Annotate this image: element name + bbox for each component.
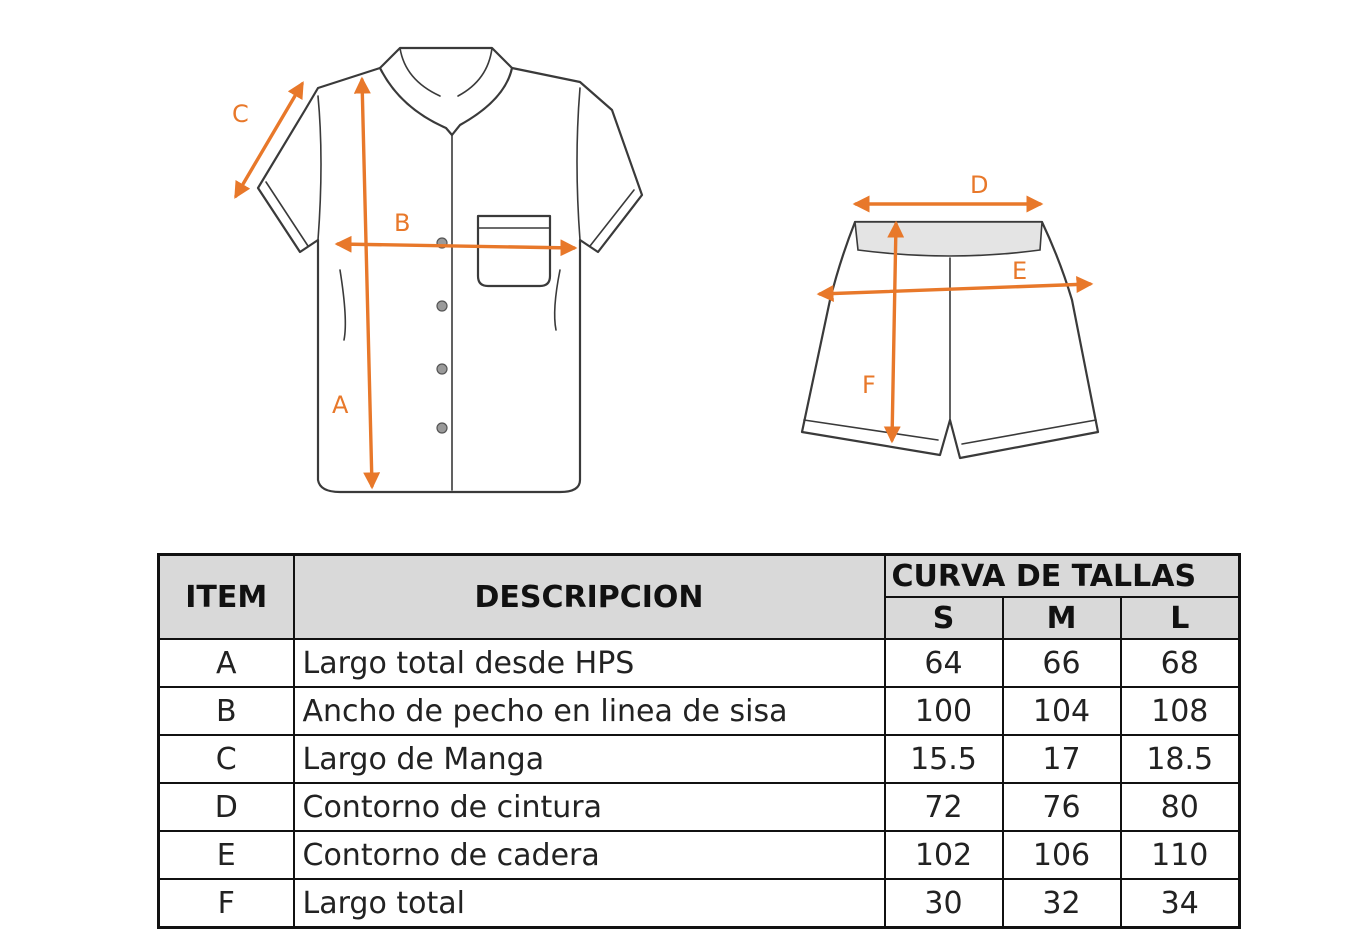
row-value-s: 102	[885, 831, 1003, 879]
row-value-l: 34	[1121, 879, 1240, 928]
row-item: F	[159, 879, 294, 928]
row-value-s: 100	[885, 687, 1003, 735]
size-chart-table	[157, 553, 1241, 929]
row-value-m: 17	[1003, 735, 1121, 783]
table-row	[159, 687, 1240, 735]
row-value-s: 30	[885, 879, 1003, 928]
header-size-curve: CURVA DE TALLAS	[885, 555, 1240, 598]
row-item: D	[159, 783, 294, 831]
header-size-s: S	[885, 597, 1003, 639]
table-row	[159, 879, 1240, 928]
table-row	[159, 783, 1240, 831]
row-value-s: 64	[885, 639, 1003, 687]
dimension-label-e: E	[1012, 257, 1028, 285]
row-value-s: 15.5	[885, 735, 1003, 783]
row-value-l: 68	[1121, 639, 1240, 687]
row-description: Largo de Manga	[294, 735, 885, 783]
row-description: Largo total desde HPS	[294, 639, 885, 687]
row-value-l: 110	[1121, 831, 1240, 879]
row-value-m: 76	[1003, 783, 1121, 831]
dimension-label-a: A	[332, 391, 349, 419]
header-size-l: L	[1121, 597, 1240, 639]
row-value-s: 72	[885, 783, 1003, 831]
shorts-drawing	[802, 222, 1098, 458]
table-row	[159, 735, 1240, 783]
shirt-drawing	[258, 48, 642, 492]
row-description: Contorno de cintura	[294, 783, 885, 831]
dimension-label-f: F	[862, 371, 876, 399]
row-value-m: 106	[1003, 831, 1121, 879]
row-item: B	[159, 687, 294, 735]
row-value-l: 80	[1121, 783, 1240, 831]
row-value-m: 32	[1003, 879, 1121, 928]
row-description: Largo total	[294, 879, 885, 928]
row-value-l: 18.5	[1121, 735, 1240, 783]
dimension-label-d: D	[970, 171, 989, 199]
header-size-m: M	[1003, 597, 1121, 639]
table-row	[159, 639, 1240, 687]
table-header-row	[159, 555, 1240, 598]
table-row	[159, 831, 1240, 879]
dimension-label-b: B	[394, 209, 411, 237]
row-description: Ancho de pecho en linea de sisa	[294, 687, 885, 735]
row-item: C	[159, 735, 294, 783]
dimension-label-c: C	[232, 100, 249, 128]
row-value-m: 66	[1003, 639, 1121, 687]
row-description: Contorno de cadera	[294, 831, 885, 879]
row-item: A	[159, 639, 294, 687]
header-item: ITEM	[159, 555, 294, 640]
header-description: DESCRIPCION	[294, 555, 885, 640]
row-item: E	[159, 831, 294, 879]
row-value-m: 104	[1003, 687, 1121, 735]
row-value-l: 108	[1121, 687, 1240, 735]
